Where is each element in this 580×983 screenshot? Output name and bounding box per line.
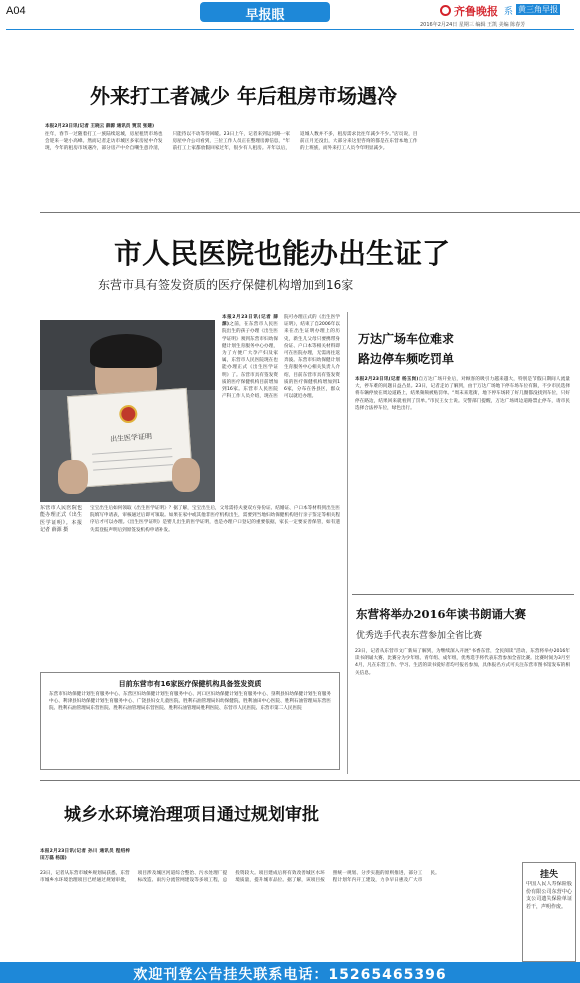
- article2-body-top: 本报2月23日讯(记者 薛源)之前，在东营市人民医院出生的孩子办理《出生医学证明》须到东营市妇幼保健计划生育服务中心办理，为了方便广大孕产妇及家属，东营市人民医院现在也能办理正式《出生医学证明》了。东营市具有签发资质的医疗保健机构目前增加到16家。东营市人民医院产科工作人员介绍，现在医院可办理正式的《出生医学证明》，结束了自2006年以来在出生证明办理上的历史，新生儿父母只要携带身份证、户口本等相关材料即可在医院办理，无需再往返奔波。东营市妇幼保健计划生育服务中心相关负责人介绍，目前东营市具有签发资质的医疗保健机构增加到16家，分布在各县区，群众可以就近办理。: [222, 315, 340, 400]
- logo-text: 齐鲁晚报: [454, 5, 498, 18]
- page-header: [0, 0, 580, 30]
- article2-subhead: 东营市具有签发资质的医疗保健机构增加到16家: [98, 278, 354, 292]
- article4-body: 23日，记者从东营市文广新局了解到，为继续深入开展“书香东营，全民阅读”活动，东营将举办2016年读书朗诵大赛，比赛分为少年组、青年组、成年组，优秀选手将代表东营参加全省比赛。比赛时间为3月至4月，凡在东营工作、学习、生活的读书爱好者均可报名参加，具体报名方式可关注东营市图书馆发布的相关信息。: [355, 649, 570, 676]
- page-number: A04: [6, 5, 26, 17]
- box-title: 目前东营市有16家医疗保健机构具备签发资质: [118, 680, 262, 688]
- notice-body: 中国人民人寿保险股份有限公司东营中心支公司遗失保险单证若干，声明作废。: [526, 881, 572, 910]
- person-hand: [58, 460, 88, 494]
- logo-mark-icon: [440, 5, 451, 16]
- divider: [40, 212, 580, 213]
- person-hand: [172, 458, 200, 492]
- article3-body: 本报2月23日讯(记者 杨玉岗)自万达广场开业后，对顾客的吸引力越来越大，特别是节假日期间人流量大，停车难的问题日益凸显。23日，记者走访了解到，由于万达广场地下停车场车位有限，不少市民选择将车辆停放在周边道路上，结果频频被贴罚单。“周末来逛街，地下停车场转了好几圈都没找到车位，只好停在路边，结果回来就看到了罚单。”市民王女士说。交警部门提醒，万达广场周边道路禁止停车，请市民选择合法停车位，绿色出行。: [355, 377, 570, 411]
- article5-body: 23日，记者从东营市城乡规划局获悉，东营市城乡水环境治理项目已经通过规划审批，项目涉及城区河道综合整治、污水处理厂提标改造、雨污分流管网建设等多项工程，总投资较大。项目建成后将有效改善城区水环境质量，提升城市品位。据了解，该项目按照统一规划、分步实施的原则推进，部分工程计划年内开工建设，力争早日惠及广大市民。: [40, 871, 440, 884]
- article2-photo: [40, 320, 215, 502]
- photo-caption: 东营市人民医院也能办理正式《出生医学证明》。本报记者 薛源 摄: [40, 505, 82, 534]
- certificate-line: [93, 456, 173, 463]
- article4-headline: 东营将举办2016年读书朗诵大赛: [356, 607, 527, 621]
- newspaper-logo: [440, 3, 576, 19]
- article1-byline: 本报2月23日讯(记者 王晓云 薛源 通讯员 贾双 张建): [45, 124, 155, 129]
- article3-headline-2: 路边停车频吃罚单: [358, 352, 455, 366]
- article5-headline: 城乡水环境治理项目通过规划审批: [64, 805, 319, 825]
- article3-headline: 万达广场车位难求: [358, 332, 455, 346]
- qualified-institutions-box: [40, 672, 340, 770]
- column-divider: [347, 312, 348, 774]
- divider: [40, 780, 580, 781]
- header-meta: 2016年2月24日 星期三 编辑 王凯 美编 陈春芳: [420, 22, 526, 28]
- notice-title: 挂失: [539, 870, 558, 880]
- box-body: 东营市妇幼保健计划生育服务中心、东营区妇幼保健计划生育服务中心、河口区妇幼保健计划生育服务中心、垦利县妇幼保健计划生育服务中心、利津县妇幼保健计划生育服务中心、广饶县妇女儿童医院、胜利石油管理局妇幼保健院、胜利油田中心医院、胜利石油管理局东营医院、胜利石油管理局东营医院、胜利石油管理局东营医院、胜利石油管理局胜利医院、东营市人民医院、东营市第二人民医院: [49, 692, 331, 712]
- article3-byline: 本报2月23日讯(记者 杨玉岗): [355, 377, 419, 382]
- footer-ad-banner: [0, 962, 580, 983]
- header-rule: [6, 29, 574, 30]
- article2-headline: 市人民医院也能办出生证了: [114, 237, 451, 270]
- certificate-title: 出生医学证明: [109, 432, 153, 444]
- article4-subhead: 优秀选手代表东营参加全省比赛: [356, 631, 483, 641]
- section-tab: [200, 2, 330, 22]
- divider: [352, 594, 574, 595]
- article2-body-bottom: 宝宝出生后如何领取《出生医学证明》？据了解，宝宝出生后，父母需持夫妻双方身份证、结婚证、户口本等材料到出生医院填写申请表，审核通过后即可领取。如果在家中或其他非医疗机构出生，需要到当地妇幼保健机构进行亲子鉴定等相关程序后才可以办理。《出生医学证明》是婴儿出生的医学证明，也是办理户口登记的重要依据，家长一定要妥善保管，如有遗失需登报声明后到原签发机构申请补发。: [90, 506, 340, 533]
- lost-notice-box: [522, 862, 576, 962]
- certificate-line: [93, 464, 173, 471]
- certificate-line: [92, 448, 172, 455]
- article2-byline: 本报2月23日讯(记者 薛源): [222, 315, 278, 328]
- emblem-icon: [119, 404, 138, 423]
- article5-byline: 本报2月23日讯(记者 孙川 通讯员 程绍梓 田万磊 杨国): [40, 849, 130, 862]
- edition-badge: 黄三角早报: [518, 5, 558, 14]
- article1-body: 往年，春节一过随着打工一族陆续返城，房屋租赁市场也会迎来一轮小高峰。然而记者走访市城区多家房屋中介发现，今年的租房市场遇冷，部分房产中介自嘲生意冷清，只能待以不动等待回暖。23日上午，记者来到运河路一家房屋中介公司看到，三位工作人员正在整理房源信息，“年前打工上家都放假回家过年，很少有人租房。开年以后，返城人数并不多，租房需求比往年减少不少。”店员说，目前正月还没出，大部分来这里咨询的都是在东营本地工作的上班族，而外来打工人员今年明显减少。: [45, 132, 418, 152]
- person-hair: [90, 334, 162, 368]
- footer-ad-text: 欢迎刊登公告挂失联系电话：15265465396: [133, 967, 447, 983]
- article1-headline: 外来打工者减少 年后租房市场遇冷: [90, 84, 397, 108]
- logo-suffix: 系: [504, 7, 514, 17]
- section-title: 早报眼: [245, 8, 285, 23]
